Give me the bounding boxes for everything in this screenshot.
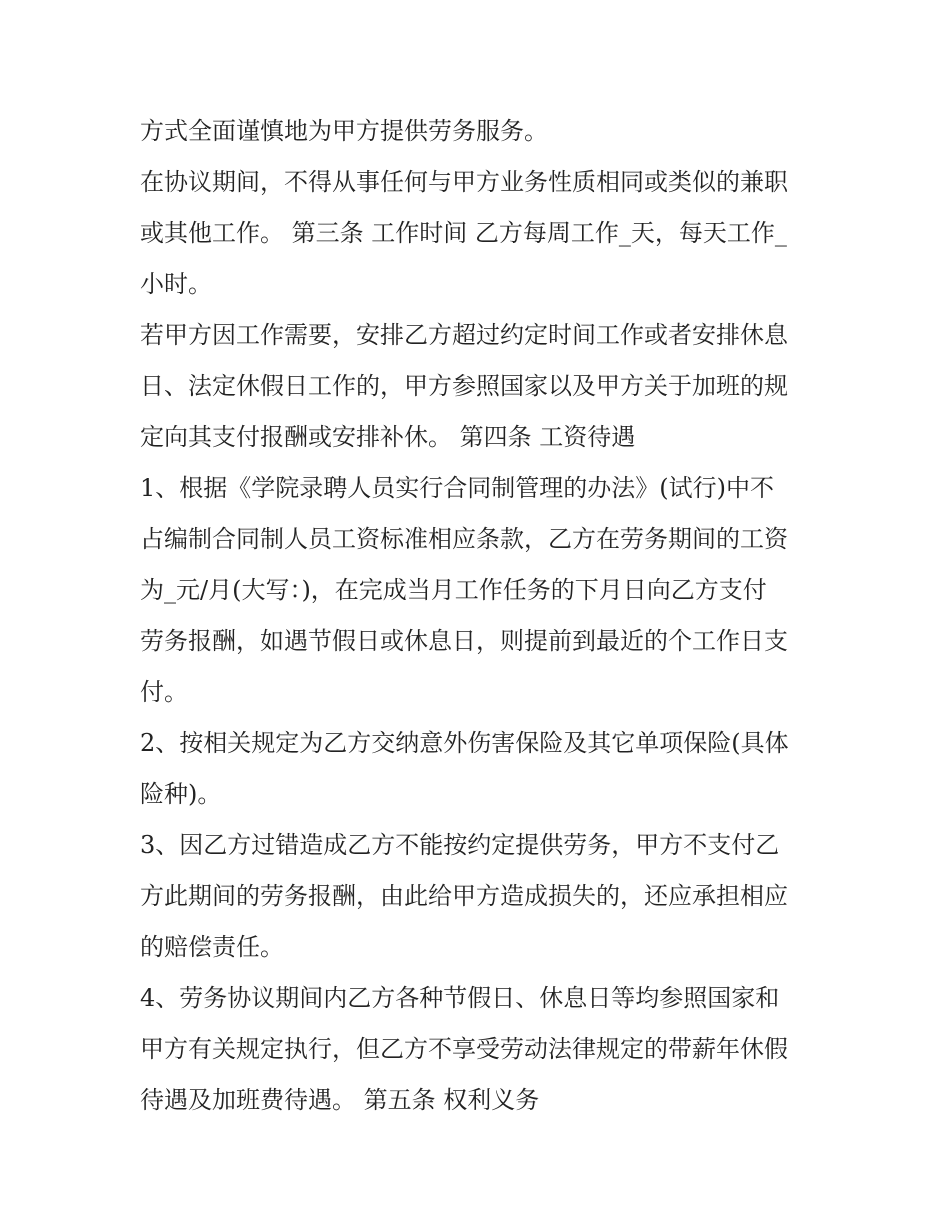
text-line: 付。 (140, 678, 188, 706)
document-body (140, 106, 820, 1126)
text-line: 方式全面谨慎地为甲方提供劳务服务。 (140, 117, 548, 145)
text-line: 劳务报酬，如遇节假日或休息日，则提前到最近的个工作日支 (140, 627, 788, 655)
text-line: 定向其支付报酬或安排补休。 第四条 工资待遇 (140, 423, 636, 451)
text-line: 为_元/月(大写：)，在完成当月工作任务的下月日向乙方支付 (140, 576, 767, 604)
text-line: 在协议期间，不得从事任何与甲方业务性质相同或类似的兼职 (140, 168, 788, 196)
text-line: 或其他工作。 第三条 工作时间 乙方每周工作_天，每天工作_ (140, 219, 787, 247)
text-line: 甲方有关规定执行，但乙方不享受劳动法律规定的带薪年休假 (140, 1035, 788, 1063)
text-line: 3、因乙方过错造成乙方不能按约定提供劳务，甲方不支付乙 (140, 831, 780, 859)
text-line: 2、按相关规定为乙方交纳意外伤害保险及其它单项保险(具体 (140, 729, 789, 757)
text-line: 方此期间的劳务报酬，由此给甲方造成损失的，还应承担相应 (140, 882, 788, 910)
text-line: 待遇及加班费待遇。 第五条 权利义务 (140, 1086, 540, 1114)
text-line: 4、劳务协议期间内乙方各种节假日、休息日等均参照国家和 (140, 984, 780, 1012)
text-line: 1、根据《学院录聘人员实行合同制管理的办法》(试行)中不 (140, 474, 774, 502)
text-line: 小时。 (140, 270, 212, 298)
text-line: 日、法定休假日工作的，甲方参照国家以及甲方关于加班的规 (140, 372, 788, 400)
text-line: 若甲方因工作需要，安排乙方超过约定时间工作或者安排休息 (140, 321, 788, 349)
text-line: 险种)。 (140, 780, 222, 808)
text-line: 占编制合同制人员工资标准相应条款，乙方在劳务期间的工资 (140, 525, 788, 553)
text-line: 的赔偿责任。 (140, 933, 284, 961)
